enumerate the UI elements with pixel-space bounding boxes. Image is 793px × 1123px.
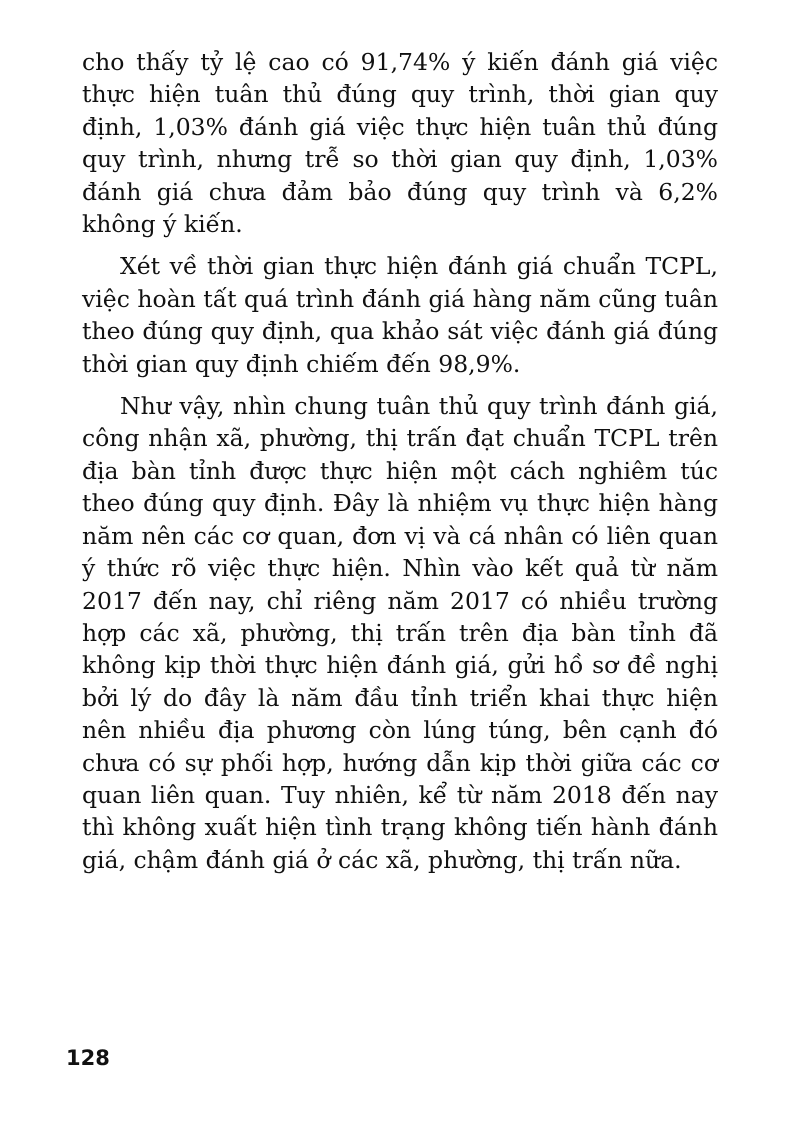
page-number: 128 bbox=[66, 1046, 110, 1070]
paragraph-evaluation-time: Xét về thời gian thực hiện đánh giá chuẩn TCPL, việc hoàn tất quá trình đánh giá hàng năm cũng tuân theo đúng quy định, qua khảo sát việc đánh giá đúng thời gian quy định chiếm đến 98,9%. bbox=[82, 252, 718, 378]
paragraph-continuation: cho thấy tỷ lệ cao có 91,74% ý kiến đánh giá việc thực hiện tuân thủ đúng quy trình, thời gian quy định, 1,03% đánh giá việc thực hiện tuân thủ đúng quy trình, nhưng trễ so thời gian quy định, 1,03% đánh giá chưa đảm bảo đúng quy trình và 6,2% không ý kiến. bbox=[82, 48, 718, 239]
body-text bbox=[82, 46, 718, 886]
paragraph-conclusion: Như vậy, nhìn chung tuân thủ quy trình đánh giá, công nhận xã, phường, thị trấn đạt chuẩn TCPL trên địa bàn tỉnh được thực hiện một cách nghiêm túc theo đúng quy định. Đây là nhiệm vụ thực hiện hàng năm nên các cơ quan, đơn vị và cá nhân có liên quan ý thức rõ việc thực hiện. Nhìn vào kết quả từ năm 2017 đến nay, chỉ riêng năm 2017 có nhiều trường hợp các xã, phường, thị trấn trên địa bàn tỉnh đã không kịp thời thực hiện đánh giá, gửi hồ sơ đề nghị bởi lý do đây là năm đầu tỉnh triển khai thực hiện nên nhiều địa phương còn lúng túng, bên cạnh đó chưa có sự phối hợp, hướng dẫn kịp thời giữa các cơ quan liên quan. Tuy nhiên, kể từ năm 2018 đến nay thì không xuất hiện tình trạng không tiến hành đánh giá, chậm đánh giá ở các xã, phường, thị trấn nữa. bbox=[82, 392, 718, 874]
